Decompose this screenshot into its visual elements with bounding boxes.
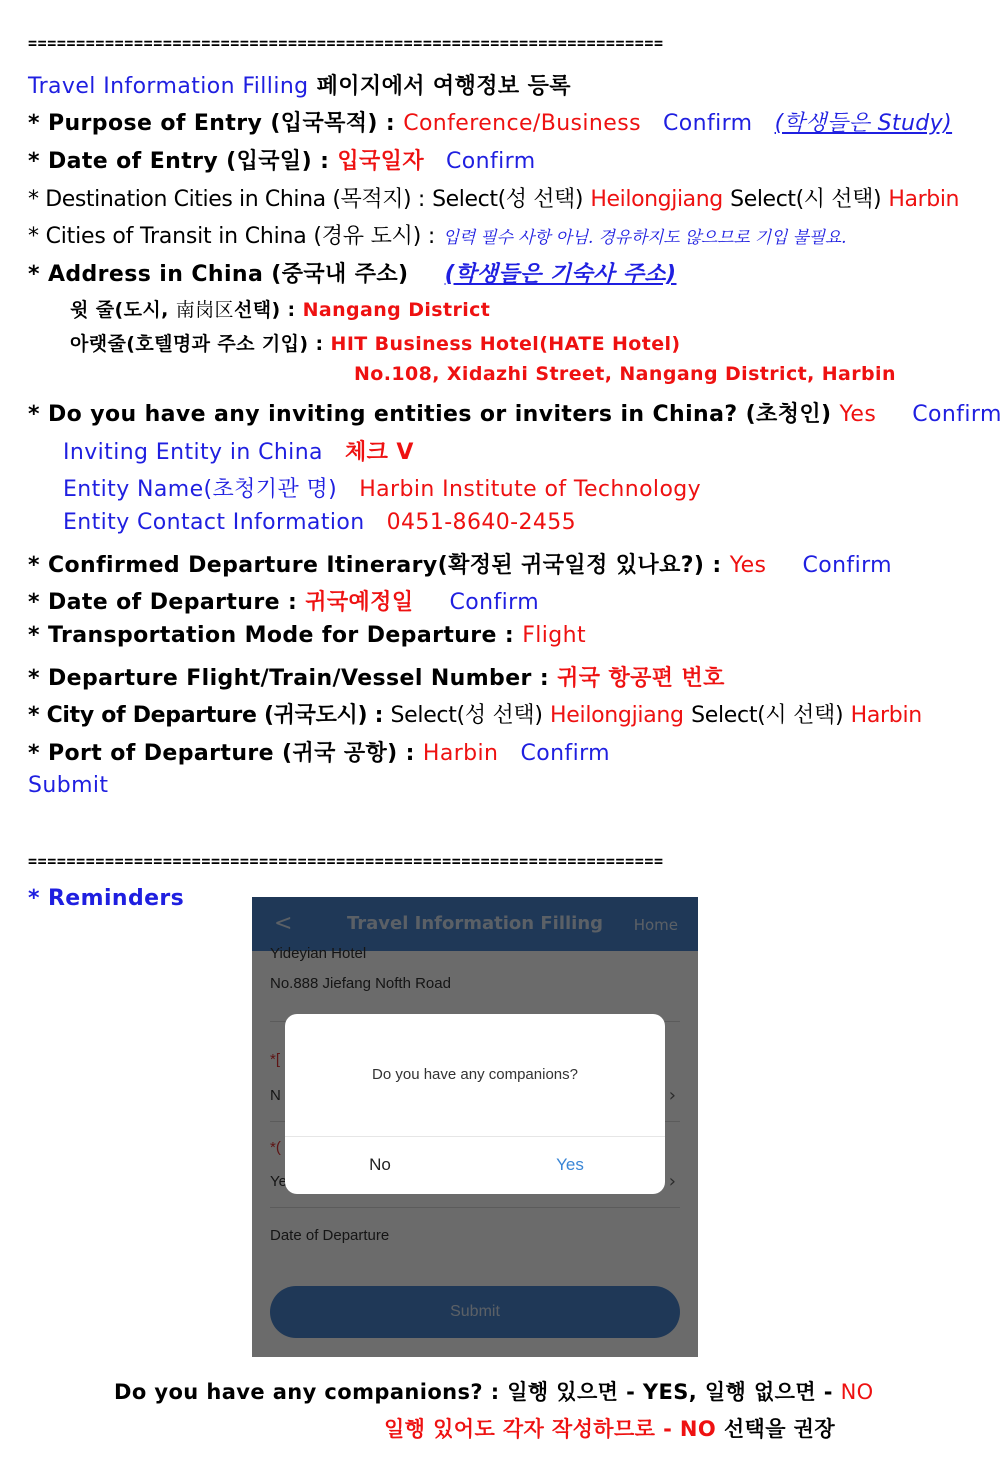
purpose-note: (학생들은 Study): [774, 111, 953, 136]
address-upper-row: [70, 295, 490, 322]
itinerary-value: Yes: [729, 553, 767, 578]
address-note: (학생들은 기숙사 주소): [444, 262, 677, 287]
transport-row: [28, 623, 586, 648]
transit-label: * Cities of Transit in China (경유 도시) :: [28, 224, 436, 249]
departure-city-select-province: Select(성 선택): [390, 703, 543, 728]
address-lower-value2: No.108, Xidazhi Street, Nangang District, Harbin: [354, 363, 896, 385]
address-upper-label-c: 선택) :: [233, 299, 296, 321]
flight-number-row: [28, 661, 725, 692]
address-row: [28, 257, 676, 288]
itinerary-row: [28, 548, 892, 579]
inviter-value: Yes: [839, 402, 877, 427]
purpose-confirm: Confirm: [663, 111, 753, 136]
purpose-value: Conference/Business: [403, 111, 641, 136]
destination-row: [28, 182, 959, 213]
entry-date-confirm: Confirm: [446, 149, 536, 174]
entry-date-value: 입국일자: [337, 149, 424, 174]
address-lower-label: 아랫줄(호텔명과 주소 기입) :: [70, 333, 324, 355]
entry-date-label: * Date of Entry (입국일) :: [28, 149, 330, 174]
purpose-row: [28, 106, 952, 137]
itinerary-label: * Confirmed Departure Itinerary(확정된 귀국일정 있나요?) :: [28, 553, 722, 578]
transit-row: [28, 219, 846, 250]
divider-bottom: ==================================================================: [28, 852, 664, 870]
heading-korean: 페이지에서 여행정보 등록: [316, 74, 571, 99]
flight-number-value: 귀국 항공편 번호: [557, 666, 725, 691]
footer-line-2: [384, 1413, 835, 1443]
phone-screenshot: [252, 897, 698, 1357]
port-confirm: Confirm: [520, 741, 610, 766]
departure-city-city: Harbin: [850, 703, 922, 728]
departure-date-label: * Date of Departure :: [28, 590, 298, 615]
dialog-yes-button[interactable]: Yes: [556, 1155, 584, 1174]
address-upper-label-b: 南岗区: [175, 299, 234, 321]
departure-city-label: * City of Departure (귀국도시) :: [28, 703, 384, 728]
purpose-label: * Purpose of Entry (입국목적) :: [28, 111, 396, 136]
entity-name-value: Harbin Institute of Technology: [359, 477, 702, 502]
entity-contact-row: [63, 510, 576, 535]
destination-select-city: Select(시 선택): [730, 187, 882, 212]
reminders-heading: * Reminders: [28, 886, 185, 911]
inviting-entity-check: 체크 V: [344, 440, 414, 465]
departure-city-row: [28, 698, 922, 729]
address-lower-row: [70, 329, 680, 356]
destination-province: Heilongjiang: [590, 187, 723, 212]
address-label: * Address in China (중국내 주소): [28, 262, 409, 287]
departure-city-select-city: Select(시 선택): [691, 703, 844, 728]
destination-city: Harbin: [888, 187, 960, 212]
entity-name-label: Entity Name(초청기관 명): [63, 477, 338, 502]
address-lower-value1: HIT Business Hotel(HATE Hotel): [330, 333, 681, 355]
dialog-no-button[interactable]: No: [369, 1155, 391, 1174]
footer-line-1: [114, 1376, 874, 1406]
dialog-question: Do you have any companions?: [372, 1066, 578, 1083]
divider-top: ==================================================================: [28, 34, 664, 52]
address-upper-label-a: 윗 줄(도시,: [70, 299, 169, 321]
departure-city-province: Heilongjiang: [550, 703, 684, 728]
transport-label: * Transportation Mode for Departure :: [28, 623, 515, 648]
departure-date-value: 귀국예정일: [305, 590, 414, 615]
entity-contact-value: 0451-8640-2455: [386, 510, 577, 535]
footer-line-1-text: Do you have any companions? : 일행 있으면 - YES, 일행 없으면 -: [114, 1380, 833, 1404]
footer-line-1-no: NO: [840, 1380, 874, 1404]
departure-date-row: [28, 585, 539, 616]
footer-line-2-text: 일행 있어도 각자 작성하므로 - NO: [384, 1417, 717, 1441]
destination-select-province: Select(성 선택): [432, 187, 584, 212]
destination-label: * Destination Cities in China (목적지) :: [28, 187, 425, 212]
transport-value: Flight: [522, 623, 587, 648]
departure-date-confirm: Confirm: [449, 590, 540, 615]
heading-english: Travel Information Filling: [28, 74, 309, 99]
entry-date-row: [28, 144, 536, 175]
port-row: [28, 736, 610, 767]
entity-name-row: [63, 472, 701, 503]
footer-line-2-suffix: 선택을 권장: [723, 1417, 835, 1441]
address-upper-value: Nangang District: [302, 299, 491, 321]
inviter-label: * Do you have any inviting entities or inviters in China? (초청인): [28, 402, 832, 427]
submit-text: Submit: [28, 773, 109, 798]
entity-contact-label: Entity Contact Information: [63, 510, 365, 535]
flight-number-label: * Departure Flight/Train/Vessel Number :: [28, 666, 550, 691]
section-heading: [28, 69, 571, 100]
port-value: Harbin: [422, 741, 499, 766]
transit-note: 입력 필수 사항 아님. 경유하지도 않으므로 기입 불필요.: [442, 228, 847, 248]
inviter-row: [28, 397, 1002, 428]
inviting-entity-row: [63, 435, 414, 466]
itinerary-confirm: Confirm: [802, 553, 892, 578]
inviting-entity-label: Inviting Entity in China: [63, 440, 323, 465]
companions-dialog: [285, 1014, 665, 1194]
inviter-confirm: Confirm: [912, 402, 1002, 427]
port-label: * Port of Departure (귀국 공항) :: [28, 741, 415, 766]
